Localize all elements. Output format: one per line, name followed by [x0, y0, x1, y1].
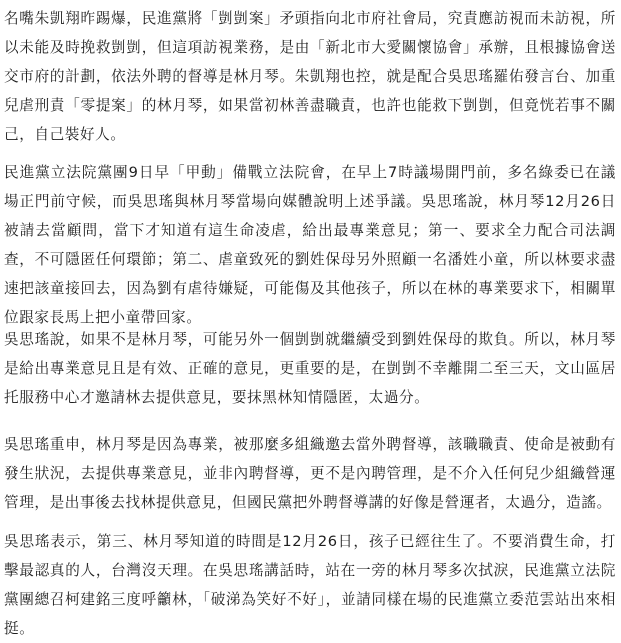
article-paragraph-4: 吳思瑤重申，林月琴是因為專業，被那麼多組織邀去當外聘督導，該職職責、使命是被動有發生狀況，去提供專業意見，並非內聘督導，更不是內聘管理，是不介入任何兒少組織營運管理，是出事後去找林提供意見，但國民黨把外聘督導講的好像是營運者，太過分，造謠。 [4, 436, 616, 511]
article-paragraph-1: 名嘴朱凱翔昨踢爆，民進黨將「剴剴案」矛頭指向北市府社會局，究責應訪視而未訪視，所以未能及時挽救剴剴，但這項訪視業務，是由「新北市大愛關懷協會」承辦，且根據協會送交市府的計劃，依法外聘的督導是林月琴。朱凱翔也控，就是配合吳思瑤羅佑發言台、加重兒虐刑責「零提案」的林月琴，如果當初林善盡職責，也許也能救下剴剴，但竟恍若事不關己，自己裝好人。 [4, 10, 616, 143]
article-paragraph-2: 民進黨立法院黨團9日早「甲動」備戰立法院會，在早上7時議場開門前，多名綠委已在議場正門前守候，而吳思瑤與林月琴當場向媒體說明上述爭議。吳思瑤說，林月琴12月26日被請去當顧問，當下才知道有這生命凌虐，給出最專業意見；第一、要求全力配合司法調查，不可隱匿任何環節；第二、虐童致死的劉姓保母另外照顧一名潘姓小童，所以林要求盡速把該童接回去，因為劉有虐待嫌疑，可能傷及其他孩子，所以在林的專業要求下，相關單位跟家長馬上把小童帶回家。 [4, 164, 616, 326]
article-paragraph-3: 吳思瑤說，如果不是林月琴，可能另外一個剴剴就繼續受到劉姓保母的欺負。所以，林月琴是給出專業意見且是有效、正確的意見，更重要的是，在剴剴不幸離開二至三天，文山區居托服務中心才邀請林去提供意見，要抹黑林知情隱匿，太過分。 [4, 331, 616, 406]
article-paragraph-5: 吳思瑤表示，第三、林月琴知道的時間是12月26日，孩子已經往生了。不要消費生命，打擊最認真的人，台灣沒天理。在吳思瑤講話時，站在一旁的林月琴多次拭淚，民進黨立法院黨團總召柯建銘三度呼籲林，「破涕為笑好不好」，並請同樣在場的民進黨立委范雲站出來相挺。 [4, 533, 616, 637]
